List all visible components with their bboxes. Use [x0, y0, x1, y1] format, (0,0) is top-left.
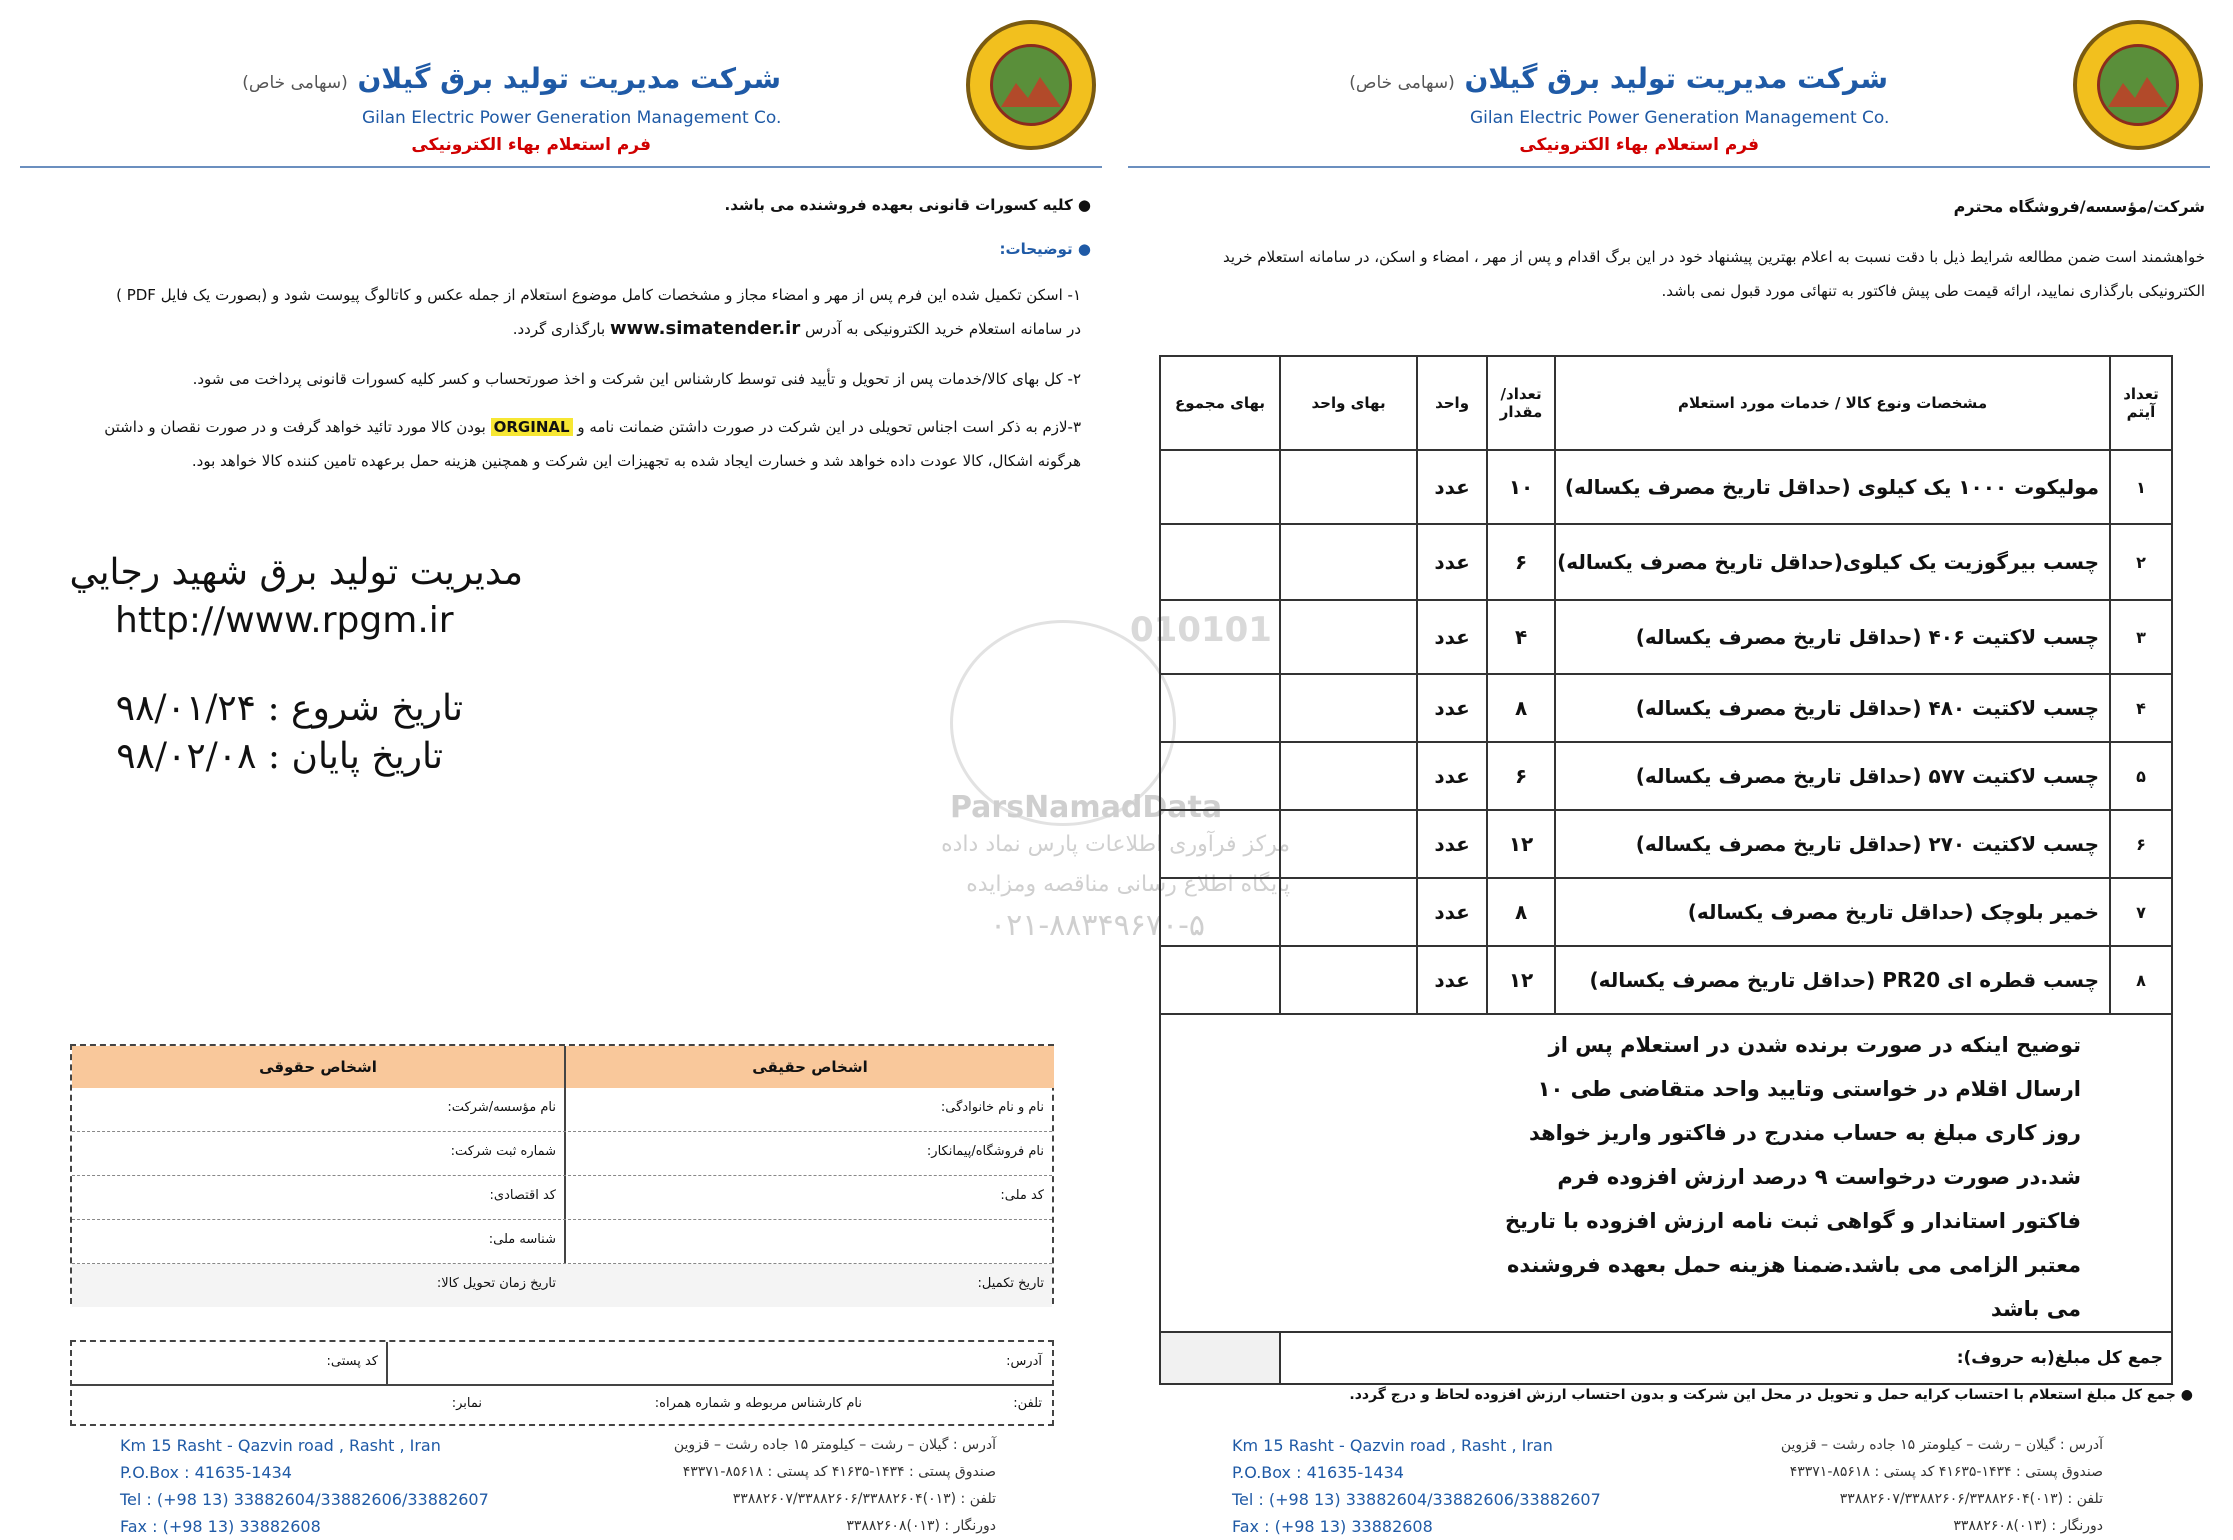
item-index: ۱ — [2110, 450, 2172, 524]
info-form — [70, 1044, 1054, 1304]
fax-field[interactable]: نمابر: — [451, 1396, 482, 1411]
th-qty: تعداد/ مقدار — [1487, 356, 1555, 450]
phone-field[interactable]: تلفن: — [1013, 1396, 1042, 1411]
footer-fa-right — [1781, 1432, 2103, 1540]
note-line: توضیح اینکه در صورت برنده شدن در استعلام پس از — [1548, 1033, 2081, 1057]
company-name-en-right: Gilan Electric Power Generation Management Co. — [1470, 108, 1890, 128]
item-total-cell[interactable] — [1160, 674, 1280, 742]
footer-fa-fax: دورنگار : (۰۱۳)۳۳۸۸۲۶۰۸ — [846, 1518, 996, 1534]
item-unit: عدد — [1417, 674, 1487, 742]
footer-fa-pobox: صندوق پستی : ۱۴۳۴-۴۱۶۳۵ کد پستی : ۸۵۶۱۸-۴۳۳۷۱ — [1789, 1464, 2103, 1480]
company-name: شرکت مدیریت تولید برق گیلان — [357, 62, 781, 95]
item-qty: ۸ — [1487, 674, 1555, 742]
watermark-line1: مرکز فرآوری اطلاعات پارس نماد داده — [941, 832, 1290, 857]
note-cell — [1160, 1014, 2172, 1332]
note-line: شد.در صورت درخواست ۹ درصد ارزش افزوده فرم — [1557, 1165, 2081, 1189]
item-desc: چسب بیرگوزیت یک کیلوی(حداقل تاریخ مصرف یکساله) — [1555, 524, 2110, 600]
item-qty: ۴ — [1487, 600, 1555, 674]
footer-tel: Tel : (+98 13) 33882604/33882606/33882607 — [120, 1490, 489, 1509]
item-unit: عدد — [1417, 600, 1487, 674]
org-url[interactable]: http://www.rpgm.ir — [115, 600, 454, 641]
start-date: تاریخ شروع : ۹۸/۰۱/۲۴ — [115, 688, 463, 729]
table-row — [1160, 946, 2172, 1014]
item-desc: چسب لاکتیت ۵۷۷ (حداقل تاریخ مصرف یکساله) — [1555, 742, 2110, 810]
item-unit: عدد — [1417, 450, 1487, 524]
footer-fa-tel: تلفن : (۰۱۳)۳۳۸۸۲۶۰۷/۳۳۸۸۲۶۰۶/۳۳۸۸۲۶۰۴ — [732, 1491, 996, 1507]
total-row — [1160, 1332, 2172, 1384]
footer-fa-left — [674, 1432, 996, 1540]
real-name-field[interactable]: نام و نام خانوادگی: — [940, 1100, 1044, 1115]
header-divider-left — [20, 166, 1102, 168]
footer-fa-pobox: صندوق پستی : ۱۴۳۴-۴۱۶۳۵ کد پستی : ۸۵۶۱۸-۴۳۳۷۱ — [682, 1464, 996, 1480]
note-line: ارسال اقلام در خواستی وتایید واحد متقاضی طی ۱۰ — [1537, 1077, 2081, 1101]
legal-economic-code-field[interactable]: کد اقتصادی: — [489, 1188, 556, 1203]
note-row — [1160, 1014, 2172, 1332]
item-unit: عدد — [1417, 524, 1487, 600]
item-total-cell[interactable] — [1160, 600, 1280, 674]
item-index: ۶ — [2110, 810, 2172, 878]
salutation: شرکت/مؤسسه/فروشگاه محترم — [1953, 197, 2205, 216]
item-desc: چسب قطره ای PR20 (حداقل تاریخ مصرف یکساله) — [1555, 946, 2110, 1014]
legal-delivery-date-field[interactable]: تاریخ زمان تحویل کالا: — [436, 1276, 556, 1291]
footer-fa-fax: دورنگار : (۰۱۳)۳۳۸۸۲۶۰۸ — [1953, 1518, 2103, 1534]
intro-line-1: خواهشمند است ضمن مطالعه شرایط ذیل با دقت نسبت به اعلام بهترین پیشنهاد خود در این برگ اقدام و پس از مهر ، امضاء و اسکن، در سامانه استعلام خرید — [1222, 248, 2205, 266]
item-qty: ۸ — [1487, 878, 1555, 946]
footer-address: Km 15 Rasht - Qazvin road , Rasht , Iran — [1232, 1436, 1553, 1455]
note-line: معتبر الزامی می باشد.ضمنا هزینه حمل بعهده فروشنده — [1507, 1253, 2081, 1277]
col-real-head: اشخاص حقیقی — [566, 1046, 1054, 1088]
simatender-link[interactable]: www.simatender.ir — [609, 318, 801, 339]
expert-field[interactable]: نام کارشناس مربوطه و شماره همراه: — [654, 1396, 862, 1411]
table-row — [1160, 742, 2172, 810]
footer-en-left — [120, 1432, 489, 1540]
note1-line-b — [513, 312, 1081, 346]
item-desc: مولیکوت ۱۰۰۰ یک کیلوی (حداقل تاریخ مصرف یکساله) — [1555, 450, 2110, 524]
item-unit-price-cell[interactable] — [1280, 810, 1417, 878]
company-type: (سهامی خاص) — [1349, 73, 1455, 93]
item-total-cell[interactable] — [1160, 878, 1280, 946]
footer-pobox: P.O.Box : 41635-1434 — [1232, 1463, 1404, 1482]
item-index: ۳ — [2110, 600, 2172, 674]
footer-pobox: P.O.Box : 41635-1434 — [120, 1463, 292, 1482]
legal-company-field[interactable]: نام مؤسسه/شرکت: — [447, 1100, 556, 1115]
footer-tel: Tel : (+98 13) 33882604/33882606/33882607 — [1232, 1490, 1601, 1509]
watermark-binary: 010101 — [1130, 610, 1272, 650]
table-row — [1160, 450, 2172, 524]
notes-title-text: توضیحات: — [999, 240, 1073, 258]
form-title-right: فرم استعلام بهاء الکترونیکی — [1519, 135, 1759, 155]
item-unit: عدد — [1417, 810, 1487, 878]
footnote-text: جمع کل مبلغ استعلام با احتساب کرایه حمل و تحویل در محل این شرکت و بدون احتساب ارزش افزوده لحاظ و درج گردد. — [1349, 1387, 2176, 1403]
item-desc: خمیر بلوچک (حداقل تاریخ مصرف یکساله) — [1555, 878, 2110, 946]
note1-post: بارگذاری گردد. — [512, 320, 606, 338]
col-legal-head: اشخاص حقوقی — [72, 1046, 564, 1088]
form-rows — [72, 1088, 1052, 1307]
item-desc: چسب لاکتیت ۴۸۰ (حداقل تاریخ مصرف یکساله) — [1555, 674, 2110, 742]
item-qty: ۶ — [1487, 524, 1555, 600]
note3-line-a — [104, 410, 1081, 444]
item-qty: ۱۰ — [1487, 450, 1555, 524]
postal-code-field[interactable]: کد پستی: — [326, 1354, 378, 1369]
bullet-icon: ● — [1077, 240, 1091, 258]
table-row — [1160, 878, 2172, 946]
item-qty: ۶ — [1487, 742, 1555, 810]
item-desc: چسب لاکتیت ۴۰۶ (حداقل تاریخ مصرف یکساله) — [1555, 600, 2110, 674]
header-divider-right — [1128, 166, 2210, 168]
item-index: ۵ — [2110, 742, 2172, 810]
item-desc: چسب لاکتیت ۲۷۰ (حداقل تاریخ مصرف یکساله) — [1555, 810, 2110, 878]
item-qty: ۱۲ — [1487, 810, 1555, 878]
note3-line-b: هرگونه اشکال، کالا عودت داده خواهد شد و خسارت ایجاد شده به تجهیزات این شرکت و همچنین هزینه حمل برعهده تامین کننده کالا خواهد بود. — [191, 452, 1081, 470]
table-row — [1160, 524, 2172, 600]
bullet-deductions-text: کلیه کسورات قانونی بعهده فروشنده می باشد. — [724, 196, 1073, 214]
item-unit: عدد — [1417, 742, 1487, 810]
th-desc: مشخصات ونوع کالا / خدمات مورد استعلام — [1555, 356, 2110, 450]
company-logo-right — [2073, 20, 2203, 150]
company-name: شرکت مدیریت تولید برق گیلان — [1464, 62, 1888, 95]
note3-pre: ۳-لازم به ذکر است اجناس تحویلی در این شرکت در صورت داشتن ضمانت نامه و — [577, 418, 1081, 436]
footnote — [1349, 1387, 2193, 1403]
watermark-line2: پایگاه اطلاع رسانی مناقصه ومزایده — [966, 872, 1290, 897]
item-unit-price-cell[interactable] — [1280, 946, 1417, 1014]
watermark-phone: ۰۲۱-۸۸۳۴۹۶۷۰-۵ — [990, 908, 1206, 943]
th-item-count: تعداد آیتم — [2110, 356, 2172, 450]
real-completion-date-field[interactable]: تاریخ تکمیل: — [977, 1276, 1044, 1291]
note-line: می باشد — [1990, 1297, 2081, 1321]
original-highlight: ORGINAL — [491, 418, 573, 436]
item-unit-price-cell[interactable] — [1280, 600, 1417, 674]
row-divider — [72, 1384, 1054, 1386]
contact-form — [70, 1340, 1054, 1426]
item-unit: عدد — [1417, 946, 1487, 1014]
item-index: ۴ — [2110, 674, 2172, 742]
item-total-cell[interactable] — [1160, 450, 1280, 524]
item-unit-price-cell[interactable] — [1280, 524, 1417, 600]
legal-regno-field[interactable]: شماره ثبت شرکت: — [450, 1144, 556, 1159]
footer-fa-address: آدرس : گیلان – رشت – کیلومتر ۱۵ جاده رشت – قزوین — [673, 1437, 996, 1453]
bullet-icon: ● — [2180, 1387, 2193, 1403]
bullet-deductions — [725, 188, 1092, 222]
note3-post: بودن کالا مورد تائید خواهد گرفت و در صورت نقصان و داشتن — [104, 418, 486, 436]
real-shop-field[interactable]: نام فروشگاه/پیمانکار: — [926, 1144, 1044, 1159]
note-line: فاکتور استاندار و گواهی ثبت نامه ارزش افزوده با تاریخ — [1505, 1209, 2081, 1233]
th-unit: واحد — [1417, 356, 1487, 450]
item-index: ۲ — [2110, 524, 2172, 600]
table-row — [1160, 810, 2172, 878]
company-title-right — [1349, 62, 1888, 95]
total-amount-cell[interactable] — [1160, 1332, 1280, 1384]
form-title-left: فرم استعلام بهاء الکترونیکی — [411, 135, 651, 155]
company-logo-left — [966, 20, 1096, 150]
footer-address: Km 15 Rasht - Qazvin road , Rasht , Iran — [120, 1436, 441, 1455]
table-row — [1160, 674, 2172, 742]
org-name: مديريت توليد برق شهيد رجايي — [69, 552, 523, 593]
note1-line-a: ۱- اسکن تکمیل شده این فرم پس از مهر و امضاء مجاز و مشخصات کامل موضوع استعلام از جمله عکس و کاتالوگ پیوست شود و (بصورت یک فایل PDF ) — [116, 286, 1081, 304]
company-type: (سهامی خاص) — [242, 73, 348, 93]
items-table — [1159, 355, 2173, 1385]
footer-fax: Fax : (+98 13) 33882608 — [120, 1517, 321, 1536]
item-unit: عدد — [1417, 878, 1487, 946]
address-field[interactable]: آدرس: — [1006, 1354, 1042, 1369]
footer-fa-tel: تلفن : (۰۱۳)۳۳۸۸۲۶۰۷/۳۳۸۸۲۶۰۶/۳۳۸۸۲۶۰۴ — [1839, 1491, 2103, 1507]
item-unit-price-cell[interactable] — [1280, 450, 1417, 524]
company-title-left — [242, 62, 781, 95]
note-line: روز کاری مبلغ به حساب مندرج در فاکتور واریز خواهد — [1528, 1121, 2081, 1145]
item-index: ۷ — [2110, 878, 2172, 946]
note1-pre: در سامانه استعلام خرید الکترونیکی به آدرس — [805, 320, 1081, 338]
table-row — [1160, 600, 2172, 674]
th-unit-price: بهای واحد — [1280, 356, 1417, 450]
footer-fax: Fax : (+98 13) 33882608 — [1232, 1517, 1433, 1536]
item-unit-price-cell[interactable] — [1280, 674, 1417, 742]
item-total-cell[interactable] — [1160, 810, 1280, 878]
item-qty: ۱۲ — [1487, 946, 1555, 1014]
item-total-cell[interactable] — [1160, 946, 1280, 1014]
company-name-en-left: Gilan Electric Power Generation Management Co. — [362, 108, 782, 128]
legal-national-id-field[interactable]: شناسه ملی: — [488, 1232, 556, 1247]
th-total: بهای مجموع — [1160, 356, 1280, 450]
table-header-row — [1160, 356, 2172, 450]
item-index: ۸ — [2110, 946, 2172, 1014]
bullet-icon: ● — [1077, 196, 1091, 214]
item-unit-price-cell[interactable] — [1280, 878, 1417, 946]
note2: ۲- کل بهای کالا/خدمات پس از تحویل و تأیید فنی توسط کارشناس این شرکت و اخذ صورتحساب و کسر کلیه کسورات قانونی پرداخت می شود. — [192, 370, 1081, 388]
postal-divider — [386, 1342, 388, 1384]
footer-fa-address: آدرس : گیلان – رشت – کیلومتر ۱۵ جاده رشت – قزوین — [1780, 1437, 2103, 1453]
watermark-brand: ParsNamadData — [950, 790, 1223, 825]
item-total-cell[interactable] — [1160, 524, 1280, 600]
item-total-cell[interactable] — [1160, 742, 1280, 810]
footer-en-right — [1232, 1432, 1601, 1540]
item-unit-price-cell[interactable] — [1280, 742, 1417, 810]
real-national-code-field[interactable]: کد ملی: — [1000, 1188, 1044, 1203]
intro-line-2: الکترونیکی بارگذاری نمایید، ارائه قیمت طی پیش فاکتور به تنهائی مورد قبول نمی باشد. — [1661, 282, 2205, 300]
notes-title — [1000, 232, 1092, 266]
end-date: تاریخ پایان : ۹۸/۰۲/۰۸ — [116, 736, 443, 777]
total-label: جمع کل مبلغ(به حروف): — [1280, 1332, 2172, 1384]
